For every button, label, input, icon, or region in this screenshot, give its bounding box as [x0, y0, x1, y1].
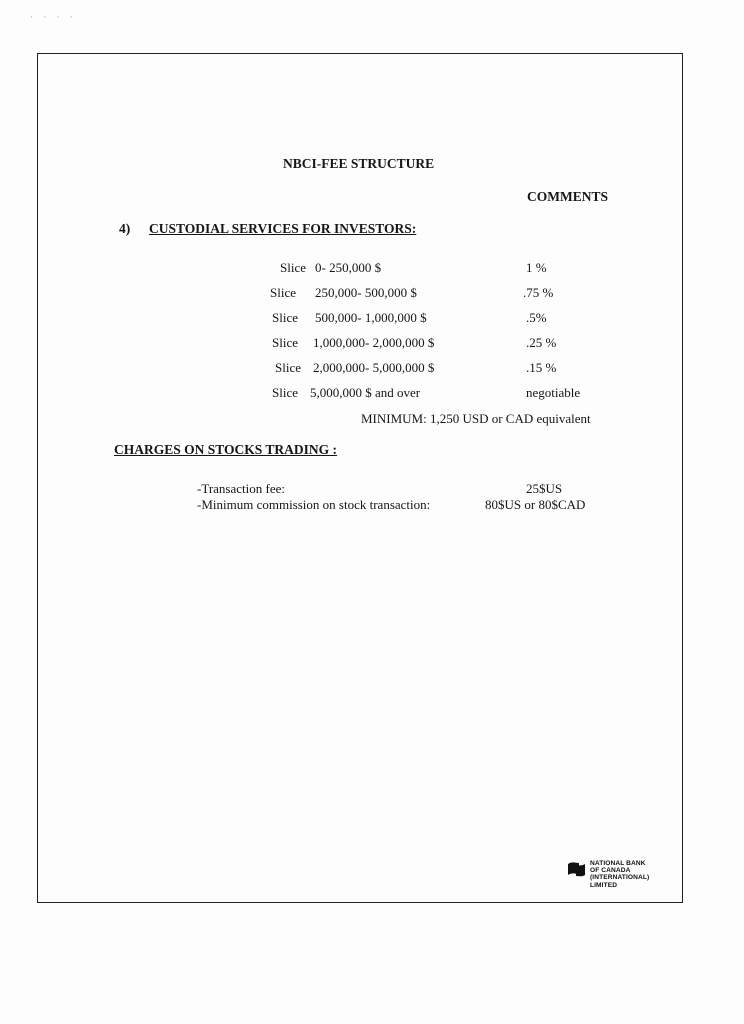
page-border	[37, 53, 683, 903]
slice-rate: .5%	[526, 310, 547, 325]
slice-rate: negotiable	[526, 385, 581, 400]
minimum-fee-note: MINIMUM: 1,250 USD or CAD equivalent	[361, 411, 591, 426]
bank-logo	[567, 860, 649, 889]
slice-range: 250,000- 500,000 $	[315, 285, 417, 300]
bank-logo-text	[590, 860, 649, 889]
comments-header: COMMENTS	[527, 189, 608, 204]
slice-rate: .25 %	[526, 335, 557, 350]
flag-logo-icon	[567, 860, 586, 877]
slice-rate: 1 %	[526, 260, 547, 275]
slice-label: Slice	[280, 260, 306, 275]
slice-label: Slice	[272, 335, 298, 350]
slice-label: Slice	[270, 285, 296, 300]
slice-range: 500,000- 1,000,000 $	[315, 310, 427, 325]
fee-value: 25$US	[526, 481, 563, 496]
slice-range: 2,000,000- 5,000,000 $	[313, 360, 435, 375]
section-title-stock-charges: CHARGES ON STOCKS TRADING :	[114, 442, 338, 457]
slice-label: Slice	[272, 385, 298, 400]
scan-specks: · · · ·	[30, 12, 77, 22]
logo-line: LIMITED	[590, 881, 618, 889]
section-title-custodial: CUSTODIAL SERVICES FOR INVESTORS:	[149, 221, 417, 236]
fee-value: 80$US or 80$CAD	[485, 497, 586, 512]
slice-label: Slice	[272, 310, 298, 325]
slice-label: Slice	[275, 360, 301, 375]
slice-range: 0- 250,000 $	[315, 260, 382, 275]
logo-line: NATIONAL BANK	[590, 860, 646, 867]
slice-rate: .15 %	[526, 360, 557, 375]
slice-rate: .75 %	[523, 285, 554, 300]
fee-label: -Transaction fee:	[197, 481, 285, 496]
slice-range: 5,000,000 $ and over	[310, 385, 421, 400]
section-number: 4)	[119, 221, 131, 236]
slice-range: 1,000,000- 2,000,000 $	[313, 335, 435, 350]
logo-line: (INTERNATIONAL)	[590, 874, 650, 882]
document-title: NBCI-FEE STRUCTURE	[283, 156, 435, 171]
logo-line: OF CANADA	[590, 867, 631, 875]
fee-label: -Minimum commission on stock transaction:	[197, 497, 431, 512]
